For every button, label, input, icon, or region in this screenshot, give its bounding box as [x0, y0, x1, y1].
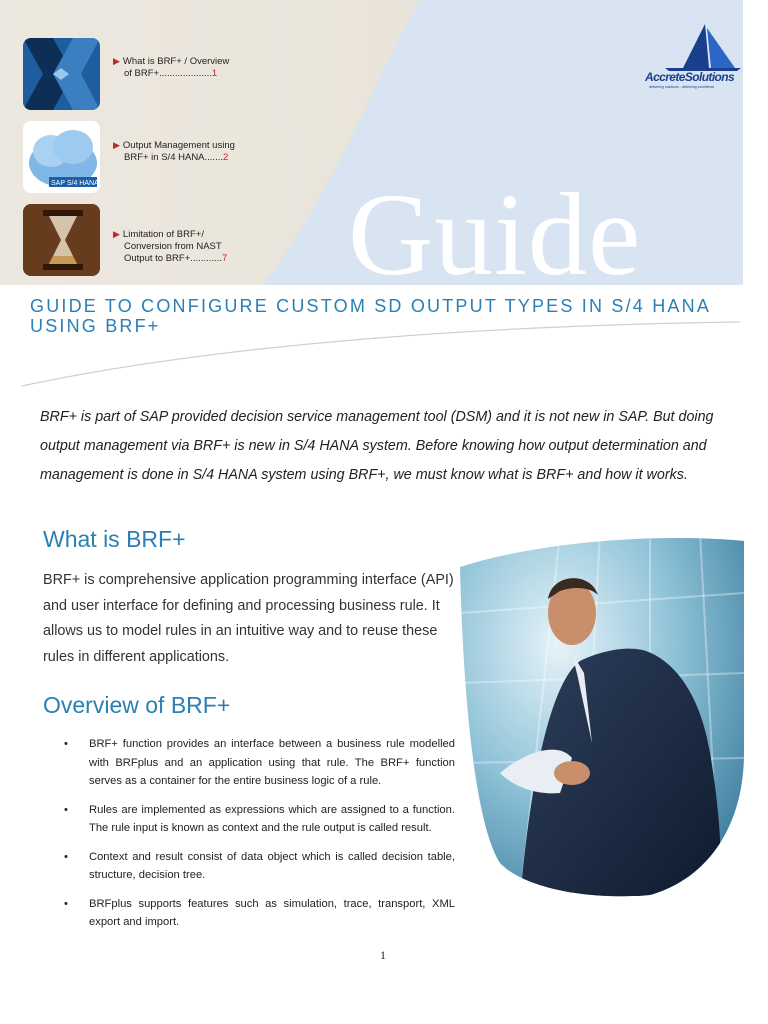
- toc-page-number: 1: [211, 68, 218, 79]
- bullet-arrow-icon: ▶: [113, 229, 120, 239]
- sap-s4hana-label: SAP S/4 HANA: [51, 180, 99, 187]
- accrete-solutions-logo: [645, 22, 745, 90]
- page-number: 1: [380, 948, 386, 962]
- toc-entry-3[interactable]: ▶ Limitation of BRF+/ Conversion from NAST Output to BRF+............7: [113, 229, 228, 264]
- bullet-dot-icon: •: [64, 850, 68, 863]
- businessman-photo: [460, 533, 744, 901]
- bullet-arrow-icon: ▶: [113, 56, 120, 66]
- guide-watermark-word: Guide: [348, 169, 642, 285]
- what-is-brf-paragraph: BRF+ is comprehensive application programming interface (API) and user interface for defining and processing business rule. It allows us to model rules in an intuitive way and to reuse these rules in different applications.: [43, 572, 454, 665]
- section-heading-overview: Overview of BRF+: [43, 692, 231, 718]
- title-divider-curve: [0, 318, 768, 390]
- logo-wordmark: AccreteSolutions: [645, 70, 735, 84]
- header-banner: [0, 0, 743, 285]
- document-title: GUIDE TO CONFIGURE CUSTOM SD OUTPUT TYPES IN S/4 HANA USING BRF+: [30, 296, 711, 336]
- toc-thumbnail-hourglass: [23, 204, 100, 276]
- bullet-dot-icon: •: [64, 803, 68, 816]
- logo-tagline: delivering solutions . delivering excellence: [649, 85, 715, 89]
- toc-entry-2[interactable]: ▶ Output Management using BRF+ in S/4 HANA.......2: [113, 140, 235, 163]
- toc-thumbnail-buildings: [23, 38, 100, 110]
- toc-page-number: 7: [221, 253, 228, 264]
- list-item: • Rules are implemented as expressions which are assigned to a function. The rule input is known as context and the rule output is called result.: [60, 801, 455, 838]
- list-item: • Context and result consist of data object which is called decision table, structure, decision tree.: [60, 848, 455, 885]
- intro-paragraph: BRF+ is part of SAP provided decision service management tool (DSM) and it is not new in SAP. But doing output management via BRF+ is new in S/4 HANA system. Before knowing how output determination and management is done in S/4 HANA system using BRF+, we must know what is BRF+ and how it works.: [40, 409, 714, 483]
- bullet-dot-icon: •: [64, 897, 68, 910]
- toc-page-number: 2: [223, 152, 229, 163]
- bullet-dot-icon: •: [64, 738, 68, 750]
- logo-sail-icon: [645, 22, 745, 72]
- section-heading-what-is-brf: What is BRF+: [43, 526, 186, 552]
- bullet-arrow-icon: ▶: [113, 140, 120, 150]
- toc-entry-1[interactable]: ▶ What is BRF+ / Overview of BRF+....................1: [113, 56, 230, 79]
- list-item: • BRF+ function provides an interface between a business rule modelled with BRFplus and an application using that rule. The BRF+ function serves as a container for the entire business logic of a rule.: [60, 735, 455, 791]
- list-item: • BRFplus supports features such as simulation, trace, transport, XML export and import.: [60, 895, 455, 932]
- overview-bullet-list: [60, 735, 455, 942]
- toc-thumbnail-cloud: [23, 121, 100, 193]
